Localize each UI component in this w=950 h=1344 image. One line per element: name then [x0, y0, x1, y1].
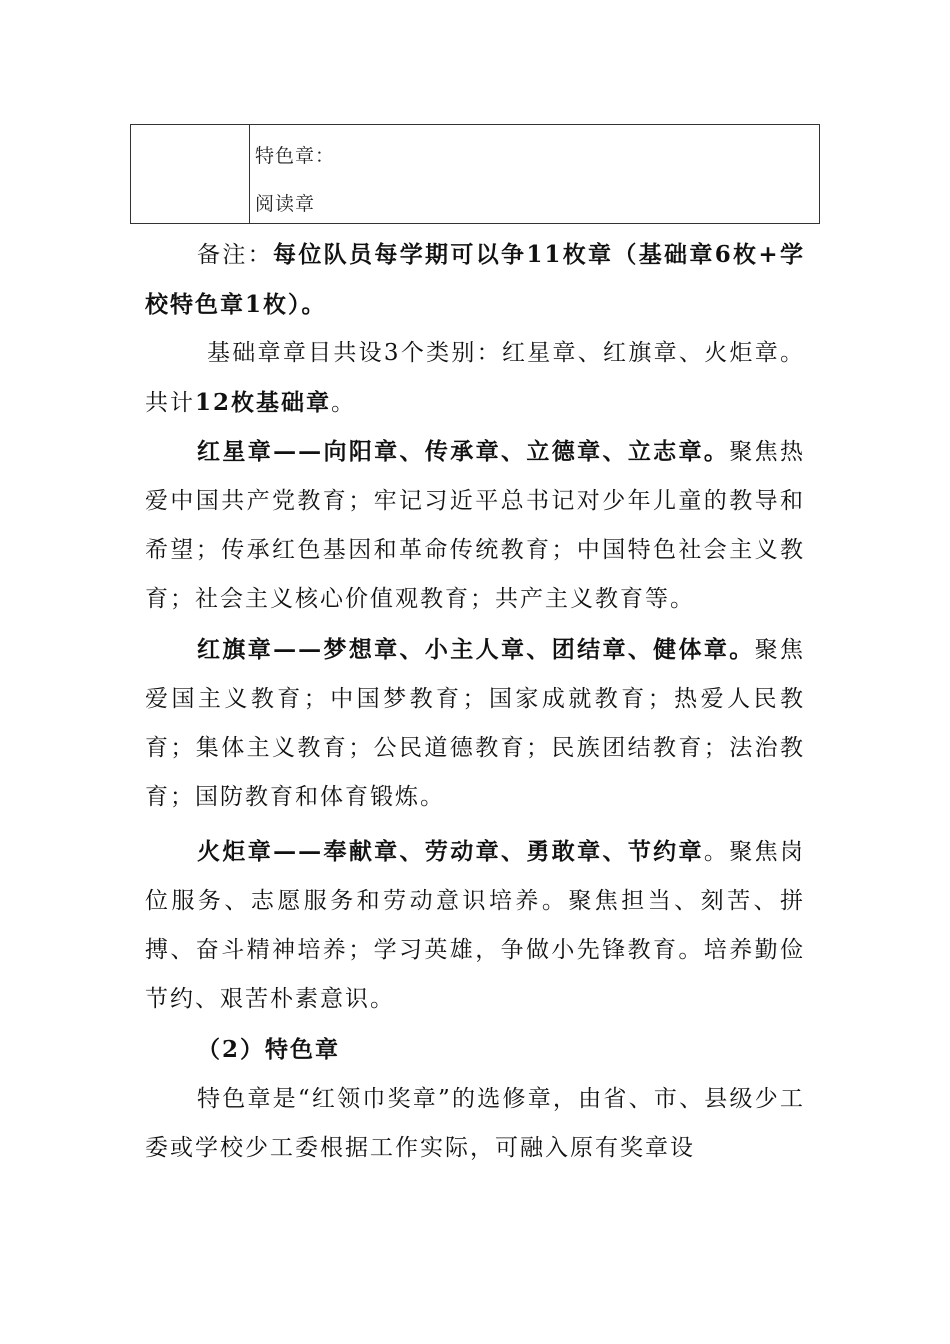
badge-table [130, 124, 820, 224]
section-heading: （2）特色章 [197, 1036, 341, 1063]
basic-badge-paragraph [145, 329, 805, 428]
note-paragraph [145, 230, 805, 330]
basic-badge-count: 12枚基础章 [195, 389, 332, 416]
feature-badge-paragraph: 特色章是“红领巾奖章”的选修章，由省、市、县级少工委或学校少工委根据工作实际，可融入原有奖章设 [145, 1086, 805, 1161]
red-flag-title: 红旗章——梦想章、小主人章、团结章、健体章。 [197, 636, 755, 663]
table-cell-feature-label: 特色章： [255, 145, 336, 167]
table-cell-reading-badge: 阅读章 [255, 193, 316, 215]
red-star-title: 红星章——向阳章、传承章、立德章、立志章。 [197, 438, 730, 465]
note-text: 每位队员每学期可以争11枚章（基础章6枚+学校特色章1枚）。 [145, 241, 805, 318]
basic-badge-text: 基础章章目共设3个类别：红星章、红旗章、火炬章。共计 [145, 340, 805, 416]
basic-badge-end: 。 [331, 390, 357, 416]
table-column-divider [249, 125, 250, 223]
red-flag-paragraph [145, 625, 805, 822]
red-star-paragraph [145, 427, 805, 624]
torch-paragraph [145, 827, 805, 1024]
red-flag-text: 聚焦爱国主义教育；中国梦教育；国家成就教育；热爱人民教育；集体主义教育；公民道德教育；民族团结教育；法治教育；国防教育和体育锻炼。 [145, 637, 806, 810]
torch-title: 火炬章——奉献章、劳动章、勇敢章、节约章 [197, 838, 704, 865]
torch-text: 。聚焦岗位服务、志愿服务和劳动意识培养。聚焦担当、刻苦、拼搏、奋斗精神培养；学习英雄，争做小先锋教育。培养勤俭节约、艰苦朴素意识。 [145, 839, 806, 1012]
red-star-text: 聚焦热爱中国共产党教育；牢记习近平总书记对少年儿童的教导和希望；传承红色基因和革命传统教育；中国特色社会主义教育；社会主义核心价值观教育；共产主义教育等。 [145, 439, 806, 612]
note-label: 备注： [197, 242, 274, 268]
